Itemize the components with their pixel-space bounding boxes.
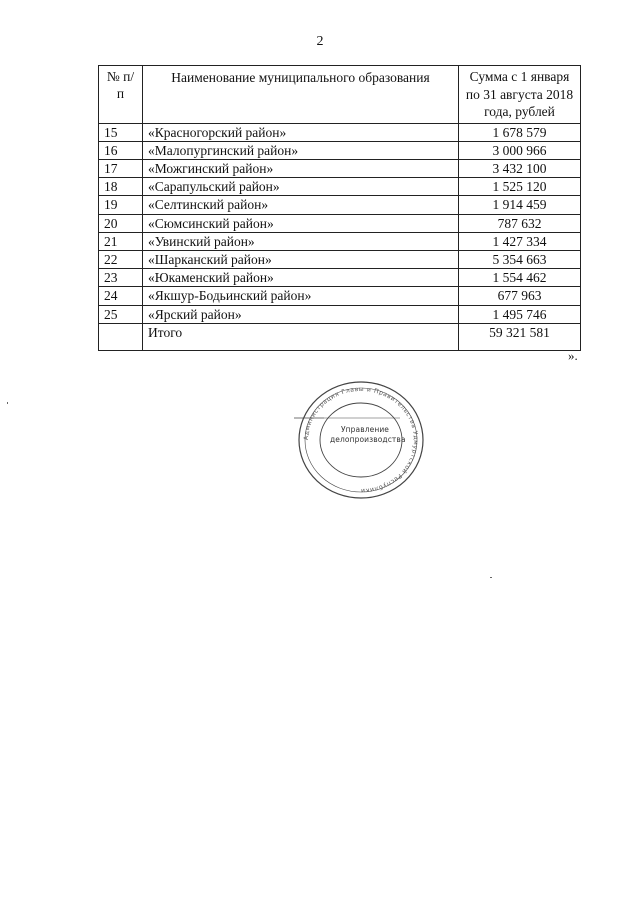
table-total-row	[99, 323, 581, 350]
cell-num: 17	[99, 159, 143, 177]
data-table	[98, 65, 581, 351]
cell-sum: 1 678 579	[459, 123, 581, 141]
table-row	[99, 214, 581, 232]
table-row	[99, 123, 581, 141]
stamp-label-line2: делопроизводства	[330, 435, 406, 444]
cell-num	[99, 323, 143, 350]
header-sum: Сумма с 1 января по 31 августа 2018 года, рублей	[459, 66, 581, 124]
cell-num: 23	[99, 269, 143, 287]
table-row	[99, 159, 581, 177]
table-row	[99, 287, 581, 305]
cell-name: «Юкаменский район»	[143, 269, 459, 287]
cell-name: «Сарапульский район»	[143, 178, 459, 196]
cell-sum: 5 354 663	[459, 250, 581, 268]
stamp-ring-text: Администрация Главы и Правительства Удмуртской Республики	[302, 385, 420, 495]
header-num: № п/п	[99, 66, 143, 124]
header-name: Наименование муниципального образования	[143, 66, 459, 124]
cell-name: «Можгинский район»	[143, 159, 459, 177]
stamp-label-line1: Управление	[340, 425, 390, 434]
cell-name: «Ярский район»	[143, 305, 459, 323]
cell-sum: 3 000 966	[459, 141, 581, 159]
cell-sum: 1 525 120	[459, 178, 581, 196]
table-header-row	[99, 66, 581, 124]
table-row	[99, 232, 581, 250]
cell-name: «Якшур-Бодьинский район»	[143, 287, 459, 305]
cell-name: «Селтинский район»	[143, 196, 459, 214]
cell-sum: 1 914 459	[459, 196, 581, 214]
cell-name: «Сюмсинский район»	[143, 214, 459, 232]
cell-name: «Красногорский район»	[143, 123, 459, 141]
cell-num: 20	[99, 214, 143, 232]
cell-num: 22	[99, 250, 143, 268]
cell-sum: 59 321 581	[459, 323, 581, 350]
closing-quote: ».	[568, 348, 578, 363]
cell-sum: 787 632	[459, 214, 581, 232]
cell-sum: 1 427 334	[459, 232, 581, 250]
cell-num: 25	[99, 305, 143, 323]
cell-sum: 1 554 462	[459, 269, 581, 287]
cell-name: «Шарканский район»	[143, 250, 459, 268]
cell-num: 16	[99, 141, 143, 159]
cell-name: Итого	[143, 323, 459, 350]
table-row	[99, 196, 581, 214]
scan-speck	[490, 577, 492, 578]
cell-num: 24	[99, 287, 143, 305]
cell-sum: 677 963	[459, 287, 581, 305]
cell-num: 18	[99, 178, 143, 196]
cell-name: «Увинский район»	[143, 232, 459, 250]
page-number: 2	[316, 34, 324, 49]
cell-sum: 3 432 100	[459, 159, 581, 177]
cell-num: 15	[99, 123, 143, 141]
table-row	[99, 141, 581, 159]
cell-num: 19	[99, 196, 143, 214]
table-row	[99, 305, 581, 323]
cell-num: 21	[99, 232, 143, 250]
table-row	[99, 178, 581, 196]
scan-speck	[7, 402, 8, 404]
table-body	[99, 123, 581, 350]
cell-name: «Малопургинский район»	[143, 141, 459, 159]
table-row	[99, 269, 581, 287]
cell-sum: 1 495 746	[459, 305, 581, 323]
table-row	[99, 250, 581, 268]
